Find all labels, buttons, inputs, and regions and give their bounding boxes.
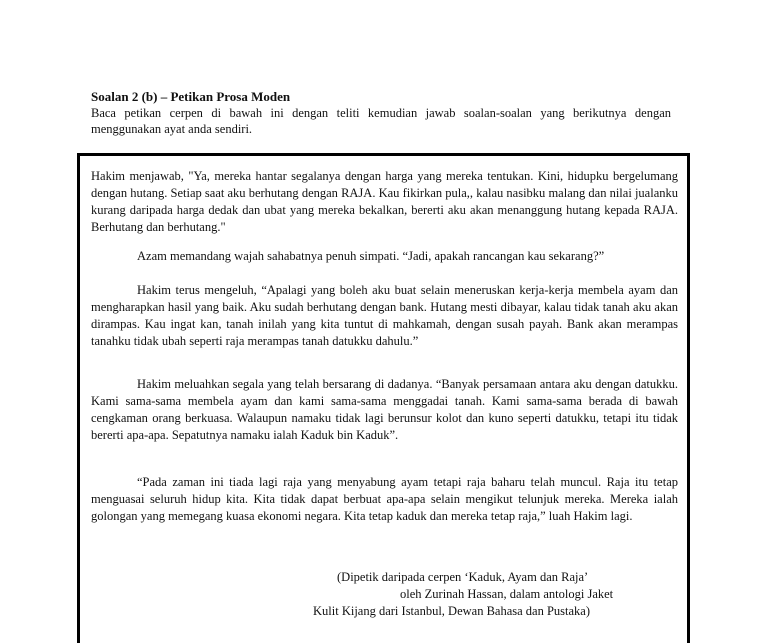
citation-line-2: oleh Zurinah Hassan, dalam antologi Jaket xyxy=(400,587,614,601)
passage-box xyxy=(77,153,690,643)
citation xyxy=(310,569,670,620)
citation-line-1: (Dipetik daripada cerpen ‘Kaduk, Ayam dan Raja’ xyxy=(337,570,589,584)
passage-paragraph-4: Hakim meluahkan segala yang telah bersarang di dadanya. “Banyak persamaan antara aku dengan datukku. Kami sama-sama membela ayam dan kami sama-sama menggadai tanah. Kami sama-sama berada di bawah cengkaman orang berkuasa. Walaupun namaku tidak lagi berunsur kolot dan kuno seperti datukku, tetapi itu tidak bererti apa-apa. Sepatutnya namaku ialah Kaduk bin Kaduk”. xyxy=(91,377,678,442)
passage-paragraph-5: “Pada zaman ini tiada lagi raja yang menyabung ayam tetapi raja baharu telah muncul. Raja itu tetap menguasai seluruh hidup kita. Kita tidak dapat berbuat apa-apa selain mengikut telunjuk mereka. Mereka ialah golongan yang memegang kuasa ekonomi negara. Kita tetap kaduk dan mereka tetap raja,” luah Hakim lagi. xyxy=(91,475,678,523)
citation-line-3: Kulit Kijang dari Istanbul, Dewan Bahasa dan Pustaka) xyxy=(313,604,591,618)
passage-paragraph-1: Hakim menjawab, "Ya, mereka hantar segalanya dengan harga yang mereka tentukan. Kini, hidupku bergelumang dengan hutang. Setiap saat aku berhutang dengan RAJA. Kau fikirkan pula,, kalau nasibku malang dan nilai jualanku kurang daripada harga dedak dan ubat yang mereka bekalkan, bererti aku akan menanggung hutang kepada RAJA. Berhutang dan berhutang." xyxy=(91,169,678,234)
instruction-text: Baca petikan cerpen di bawah ini dengan teliti kemudian jawab soalan-soalan yang berikutnya dengan menggunakan ayat anda sendiri. xyxy=(91,106,671,136)
passage-paragraph-3: Hakim terus mengeluh, “Apalagi yang boleh aku buat selain meneruskan kerja-kerja membela ayam dan mengharapkan hasil yang baik. Aku sudah berhutang dengan bank. Hutang mesti dibayar, kalau tidak tanah aku akan dirampas. Kau ingat kan, tanah inilah yang kita tuntut di mahkamah, dengan susah payah. Bank akan merampas tanahku tidak ubah seperti raja merampas tanah datukku dahulu.” xyxy=(91,283,678,348)
passage-paragraph-2: Azam memandang wajah sahabatnya penuh simpati. “Jadi, apakah rancangan kau sekarang?” xyxy=(137,249,605,263)
section-title: Soalan 2 (b) – Petikan Prosa Moden xyxy=(91,89,291,104)
